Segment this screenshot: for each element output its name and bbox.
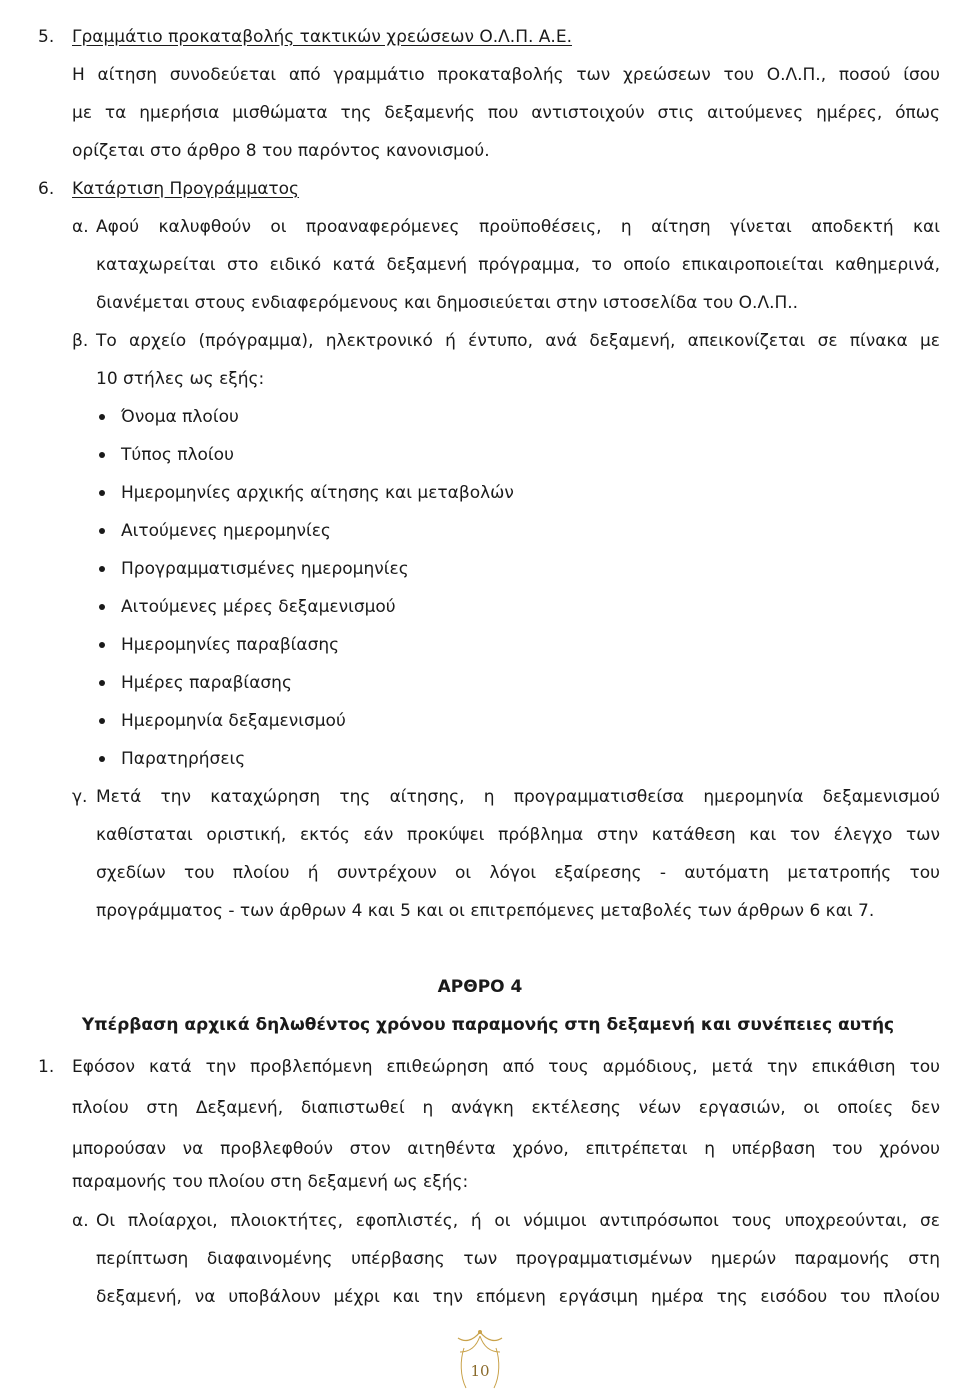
sub-item-a-line-2: περίπτωση διαφαινομένης υπέρβασης των προγραμματισμένων ημερών παραμονής στη	[96, 1249, 940, 1269]
bullet-icon	[99, 718, 105, 724]
item-b-label: β.	[72, 331, 89, 351]
item-c-line-1: Μετά την καταχώρηση της αίτησης, η προγραμματισθείσα ημερομηνία δεξαμενισμού	[96, 787, 940, 807]
bullet-item: Ημερομηνίες παραβίασης	[121, 635, 340, 655]
item-b-line-2: 10 στήλες ως εξής:	[96, 369, 265, 389]
bullet-icon	[99, 414, 105, 420]
bullet-icon	[99, 452, 105, 458]
bullet-item: Παρατηρήσεις	[121, 749, 246, 769]
section-5-line-2: με τα ημερήσια μισθώματα της δεξαμενής που αντιστοιχούν στις αιτούμενες ημέρες, όπως	[72, 103, 940, 123]
section-6-title: Κατάρτιση Προγράμματος	[72, 179, 300, 199]
bullet-icon	[99, 528, 105, 534]
bullet-item: Αιτούμενες μέρες δεξαμενισμού	[121, 597, 396, 617]
bullet-item: Ημερομηνίες αρχικής αίτησης και μεταβολών	[121, 483, 514, 503]
article-heading: ΑΡΘΡΟ 4	[437, 977, 523, 997]
item-c-line-2: καθίσταται οριστική, εκτός εάν προκύψει πρόβλημα στην κατάθεση και τον έλεγχο των	[96, 825, 940, 845]
item-b-line-1: Το αρχείο (πρόγραμμα), ηλεκτρονικό ή έντυπο, ανά δεξαμενή, απεικονίζεται σε πίνακα με	[96, 331, 940, 351]
item-a-line-3: διανέμεται στους ενδιαφερόμενους και δημοσιεύεται στην ιστοσελίδα του Ο.Λ.Π..	[96, 293, 799, 313]
section-5-title: Γραμμάτιο προκαταβολής τακτικών χρεώσεων Ο.Λ.Π. Α.Ε.	[72, 27, 572, 47]
bullet-icon	[99, 604, 105, 610]
page-ornament-icon	[420, 1328, 540, 1392]
item-a-line-2: καταχωρείται στο ειδικό κατά δεξαμενή πρόγραμμα, το οποίο επικαιροποιείται καθημερινά,	[96, 255, 940, 275]
item-c-label: γ.	[72, 787, 88, 807]
section-5-line-1: Η αίτηση συνοδεύεται από γραμμάτιο προκαταβολής των χρεώσεων του Ο.Λ.Π., ποσού ίσου	[72, 65, 940, 85]
bullet-item: Όνομα πλοίου	[121, 407, 239, 427]
bullet-icon	[99, 490, 105, 496]
bullet-item: Τύπος πλοίου	[121, 445, 234, 465]
bullet-item: Αιτούμενες ημερομηνίες	[121, 521, 331, 541]
paragraph-1-line-3: μπορούσαν να προβλεφθούν στον αιτηθέντα χρόνο, επιτρέπεται η υπέρβαση του χρόνου	[72, 1139, 940, 1159]
paragraph-1-line-4: παραμονής του πλοίου στη δεξαμενή ως εξής:	[72, 1172, 469, 1192]
bullet-item: Ημερομηνία δεξαμενισμού	[121, 711, 346, 731]
bullet-icon	[99, 566, 105, 572]
paragraph-1-line-2: πλοίου στη Δεξαμενή, διαπιστωθεί η ανάγκη εκτέλεσης νέων εργασιών, οι οποίες δεν	[72, 1098, 940, 1118]
page-number: 10	[470, 1362, 490, 1380]
section-5-number: 5.	[38, 27, 55, 47]
bullet-icon	[99, 642, 105, 648]
sub-item-a-label: α.	[72, 1211, 89, 1231]
article-subheading: Υπέρβαση αρχικά δηλωθέντος χρόνου παραμονής στη δεξαμενή και συνέπειες αυτής	[81, 1015, 895, 1035]
bullet-item: Προγραμματισμένες ημερομηνίες	[121, 559, 409, 579]
sub-item-a-line-1: Οι πλοίαρχοι, πλοιοκτήτες, εφοπλιστές, ή οι νόμιμοι αντιπρόσωποι τους υποχρεούνται, σε	[96, 1211, 940, 1231]
item-a-label: α.	[72, 217, 89, 237]
item-a-line-1: Αφού καλυφθούν οι προαναφερόμενες προϋποθέσεις, η αίτηση γίνεται αποδεκτή και	[96, 217, 940, 237]
paragraph-1-line-1: Εφόσον κατά την προβλεπόμενη επιθεώρηση από τους αρμόδιους, μετά την επικάθιση του	[72, 1057, 940, 1077]
section-5-line-3: ορίζεται στο άρθρο 8 του παρόντος κανονισμού.	[72, 141, 490, 161]
section-6-number: 6.	[38, 179, 55, 199]
item-c-line-3: σχεδίων του πλοίου ή συντρέχουν οι λόγοι εξαίρεσης - αυτόματη μετατροπής του	[96, 863, 940, 883]
bullet-icon	[99, 756, 105, 762]
item-c-line-4: προγράμματος - των άρθρων 4 και 5 και οι επιτρεπόμενες μεταβολές των άρθρων 6 και 7.	[96, 901, 875, 921]
sub-item-a-line-3: δεξαμενή, να υποβάλουν μέχρι και την επόμενη εργάσιμη ημέρα της εισόδου του πλοίου	[96, 1287, 940, 1307]
bullet-item: Ημέρες παραβίασης	[121, 673, 292, 693]
paragraph-1-number: 1.	[38, 1057, 55, 1077]
bullet-icon	[99, 680, 105, 686]
